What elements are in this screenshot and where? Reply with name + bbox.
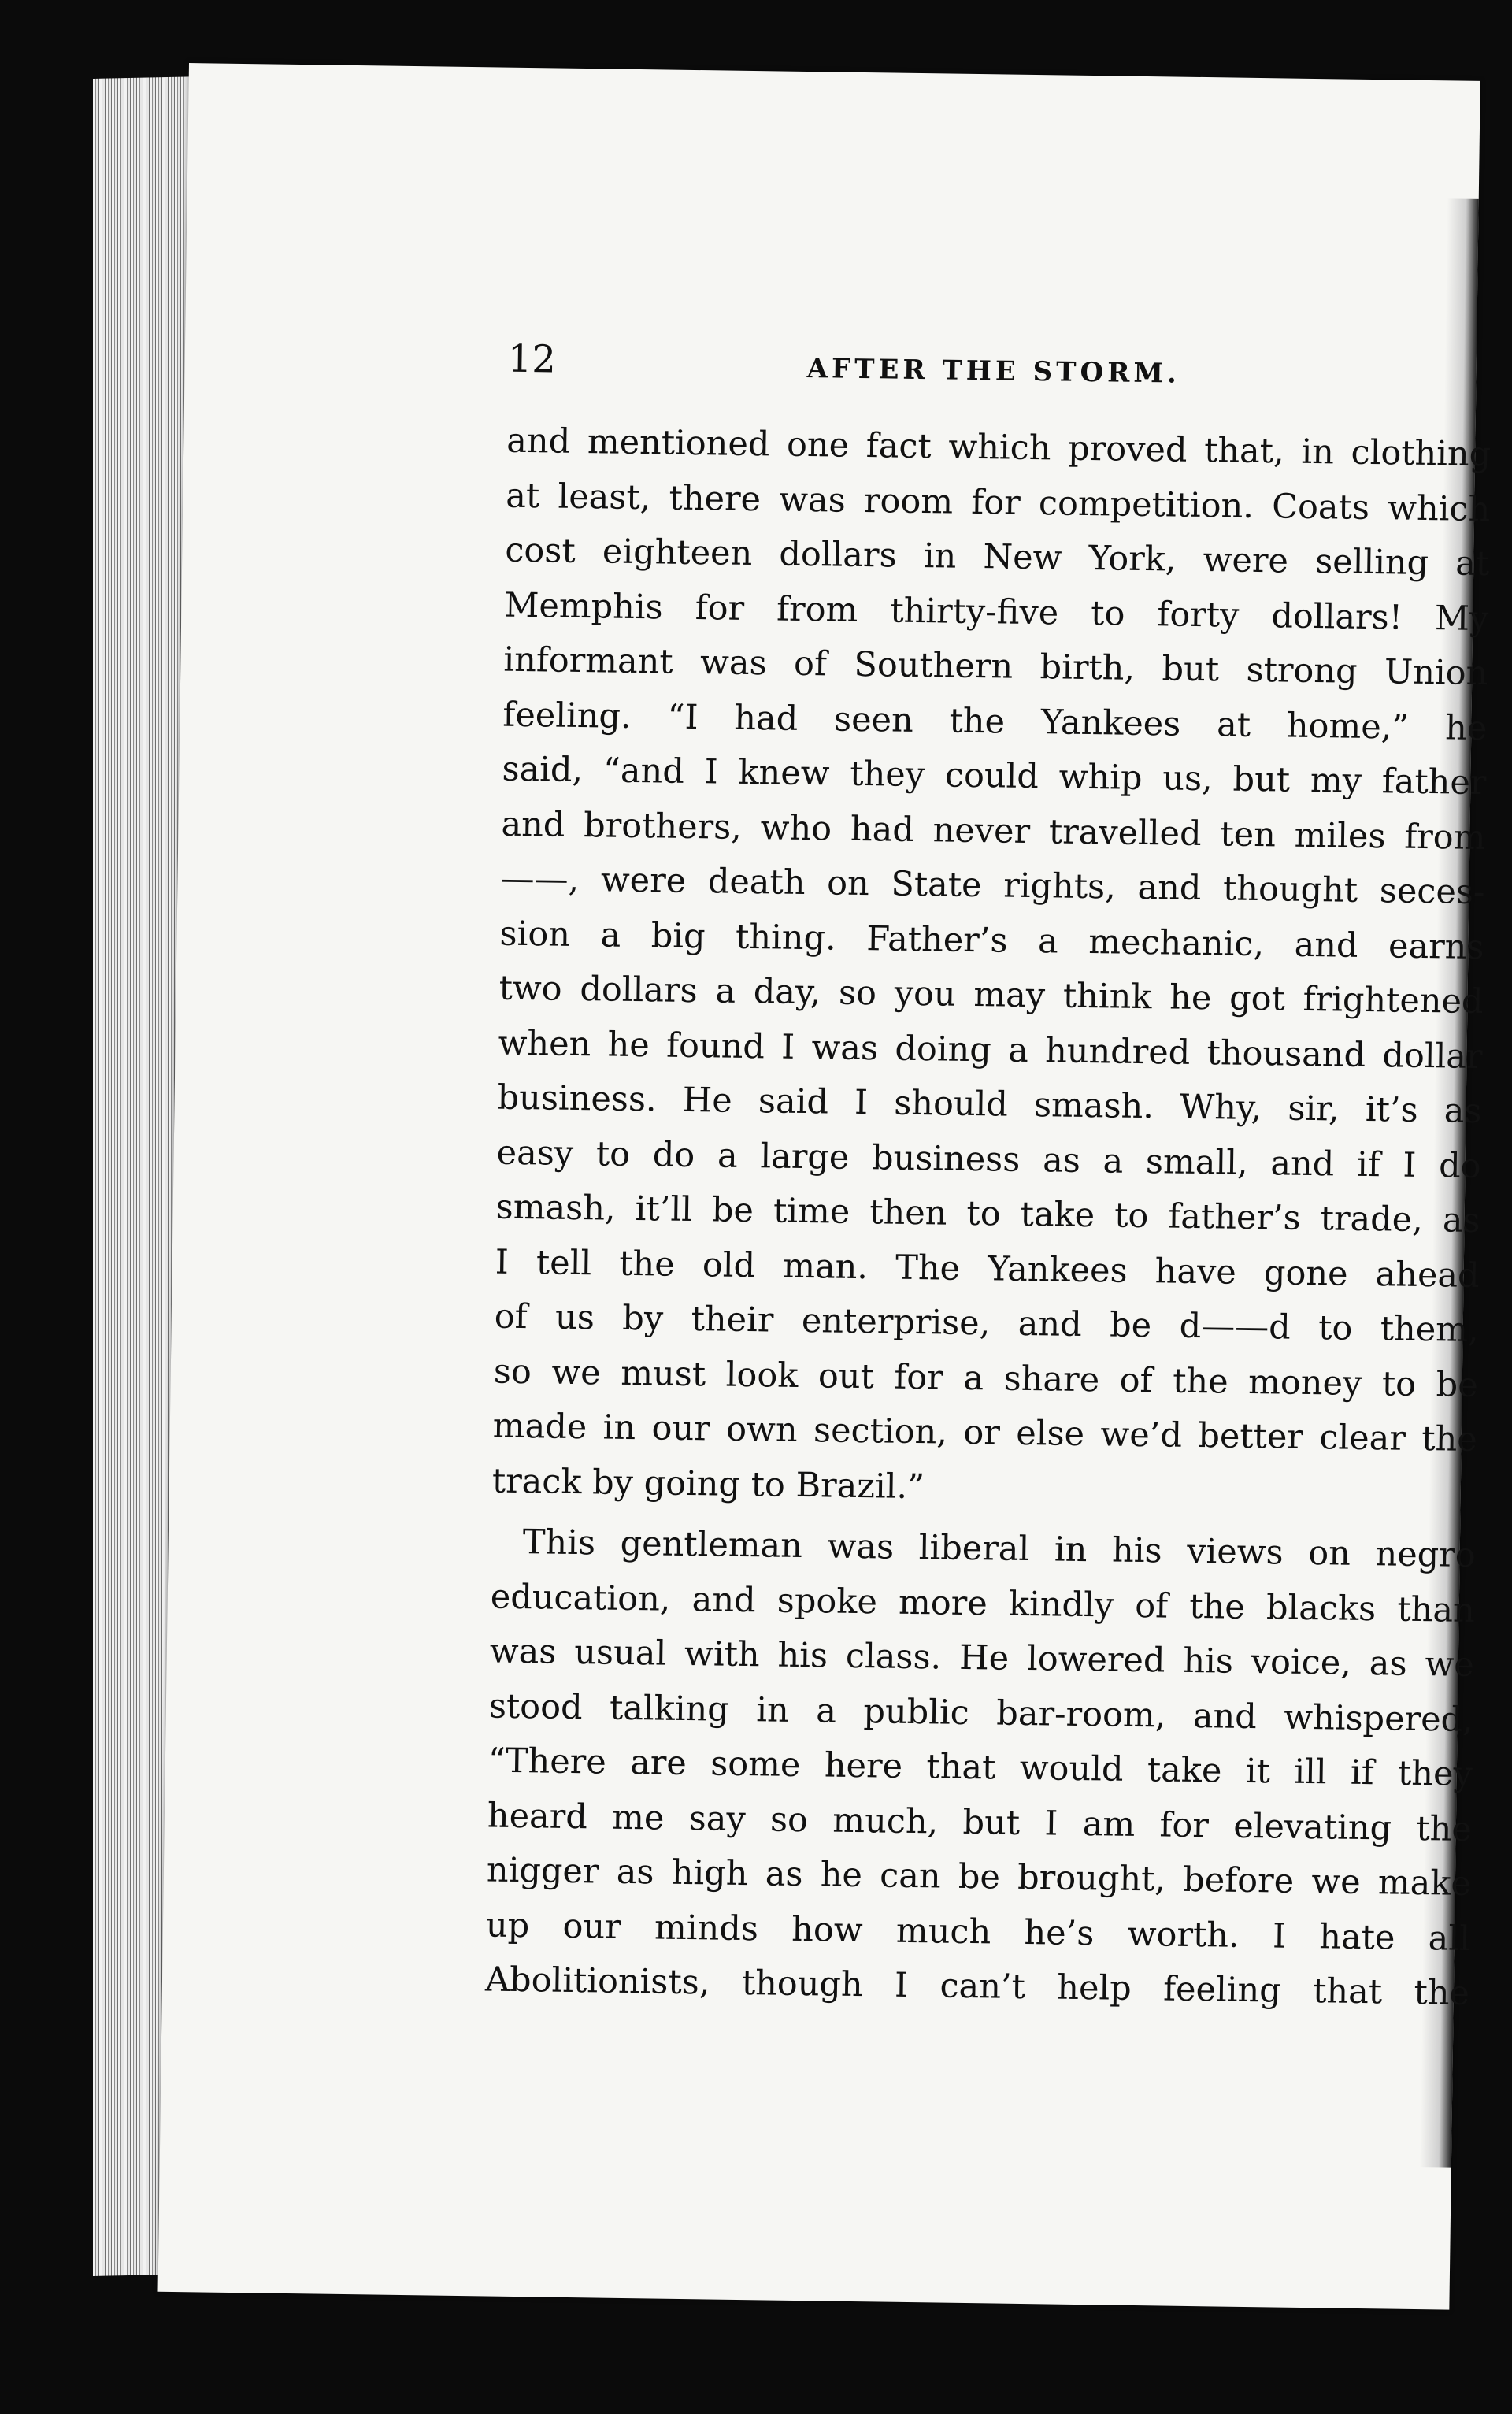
text-line: said, “and I knew they could whip us, but my father	[502, 749, 1487, 803]
text-line: feeling. “I had seen the Yankees at home,” he	[502, 695, 1488, 748]
text-line: and mentioned one fact which proved that, in clothing	[506, 421, 1492, 475]
page-number: 12	[507, 336, 557, 382]
text-line: stood talking in a public bar-room, and whispered,	[488, 1686, 1474, 1740]
text-line: Memphis for from thirty-five to forty dollars! My	[504, 585, 1489, 639]
running-head: AFTER THE STORM.	[806, 352, 1181, 390]
text-line: business. He said I should smash. Why, sir, it’s as	[497, 1077, 1482, 1132]
text-line: This gentleman was liberal in his views on negro	[522, 1522, 1477, 1575]
text-line: Abolitionists, though I can’t help feeling that the	[484, 1960, 1470, 2013]
text-line: two dollars a day, so you may think he got frightened	[498, 968, 1484, 1022]
text-line: heard me say so much, but I am for elevating the	[487, 1796, 1473, 1849]
text-line: track by going to Brazil.”	[491, 1461, 925, 1507]
text-line: and brothers, who had never travelled ten miles from	[501, 804, 1486, 858]
text-line: informant was of Southern birth, but strong Union	[503, 640, 1488, 694]
book-page	[158, 63, 1492, 2310]
text-line: nigger as high as he can be brought, before we make	[486, 1850, 1472, 1904]
paragraph	[485, 1515, 1512, 2024]
text-line: easy to do a large business as a small, and if I do	[496, 1133, 1481, 1186]
text-line: cost eighteen dollars in New York, were selling at	[505, 530, 1490, 584]
text-line: at least, there was room for competition. Coats which	[506, 476, 1491, 529]
body-text	[485, 414, 1512, 2024]
text-line: was usual with his class. He lowered his voice, as we	[489, 1631, 1475, 1685]
text-line: smash, it’ll be time then to take to father’s trade, as	[495, 1187, 1480, 1241]
text-line: sion a big thing. Father’s a mechanic, and earns	[499, 914, 1484, 967]
page-content	[485, 336, 1512, 2024]
text-line: made in our own section, or else we’d better clear the	[492, 1406, 1478, 1460]
text-line: “There are some here that would take it ill if they	[487, 1741, 1473, 1794]
page-header	[507, 336, 1512, 414]
text-line: up our minds how much he’s worth. I hate all	[485, 1904, 1471, 1959]
text-line: ——, were death on State rights, and thought seces-	[500, 858, 1485, 913]
text-line: of us by their enterprise, and be d——d to them,	[494, 1296, 1480, 1351]
paragraph	[491, 414, 1512, 1525]
text-line: education, and spoke more kindly of the blacks than	[490, 1577, 1476, 1630]
text-line: when he found I was doing a hundred thousand dollar	[498, 1023, 1483, 1077]
text-line: I tell the old man. The Yankees have gone ahead	[495, 1242, 1480, 1296]
text-line: so we must look out for a share of the money to be	[493, 1352, 1479, 1405]
